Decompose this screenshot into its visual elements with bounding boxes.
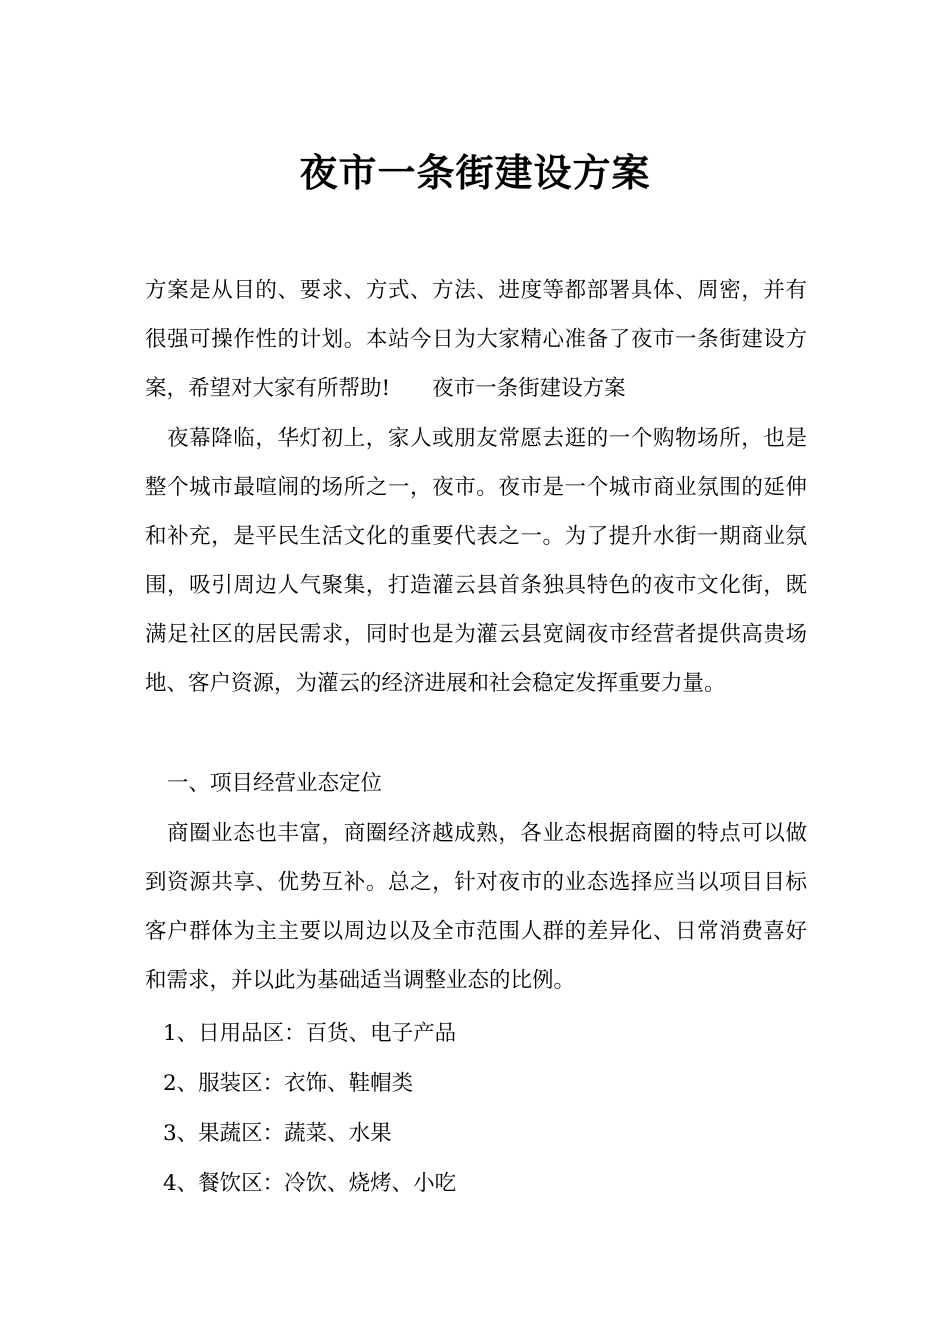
list-item: 2、服装区：衣饰、鞋帽类 — [163, 1071, 414, 1096]
intro-text: 方案是从目的、要求、方式、方法、进度等都部署具体、周密，并有很强可操作性的计划。本站今日为大家精心准备了夜市一条街建设方案，希望对大家有所帮助! — [145, 278, 807, 401]
zone-list — [163, 1009, 803, 1209]
paragraph-business-format: 商圈业态也丰富，商圈经济越成熟，各业态根据商圈的特点可以做到资源共享、优势互补。总之，针对夜市的业态选择应当以项目目标客户群体为主主要以周边以及全市范围人群的差异化、日常消费喜好和需求，并以此为基础适当调整业态的比例。 — [145, 821, 807, 993]
intro-subtitle: 夜市一条街建设方案 — [432, 376, 626, 401]
list-item: 1、日用品区：百货、电子产品 — [163, 1021, 457, 1046]
list-item: 3、果蔬区：蔬菜、水果 — [163, 1121, 392, 1146]
paragraph-night-market: 夜幕降临，华灯初上，家人或朋友常愿去逛的一个购物场所，也是整个城市最喧闹的场所之一，夜市。夜市是一个城市商业氛围的延伸和补充，是平民生活文化的重要代表之一。为了提升水街一期商业氛围，吸引周边人气聚集，打造灌云县首条独具特色的夜市文化街，既满足社区的居民需求，同时也是为灌云县宽阔夜市经营者提供高贵场地、客户资源，为灌云的经济进展和社会稳定发挥重要力量。 — [145, 426, 807, 696]
list-item: 4、餐饮区：冷饮、烧烤、小吃 — [163, 1171, 457, 1196]
document-title: 夜市一条街建设方案 — [299, 150, 651, 195]
section-heading: 一、项目经营业态定位 — [167, 771, 383, 796]
intro-paragraph — [145, 266, 807, 413]
